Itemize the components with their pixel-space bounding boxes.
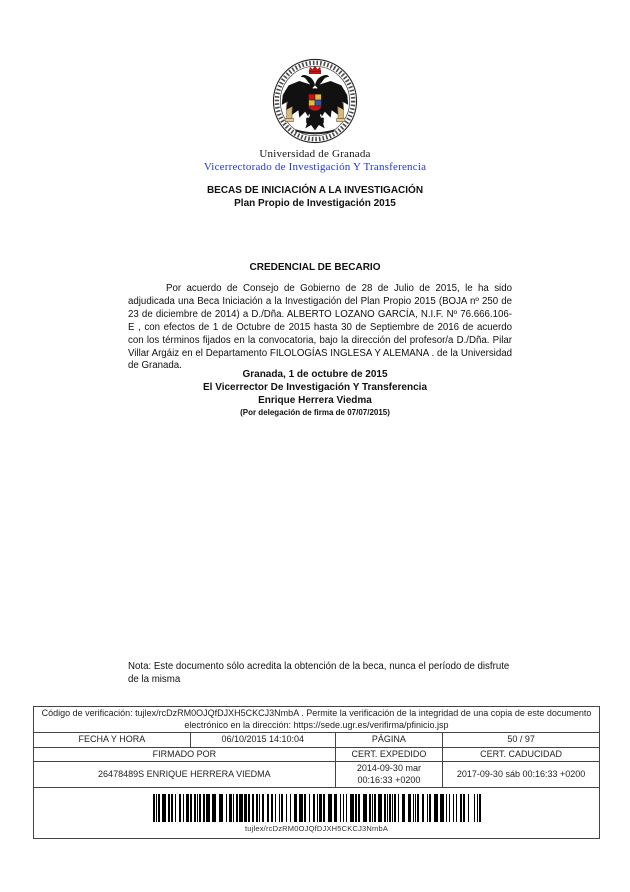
signer-title: El Vicerrector De Investigación Y Transferencia bbox=[203, 382, 427, 393]
verification-table bbox=[33, 706, 600, 839]
program-title: BECAS DE INICIACIÓN A LA INVESTIGACIÓN bbox=[206, 185, 424, 196]
value-firmado-por: 26478489S ENRIQUE HERRERA VIEDMA bbox=[34, 762, 336, 788]
signature-block bbox=[0, 368, 630, 419]
signer-name: Enrique Herrera Viedma bbox=[258, 395, 372, 406]
table-row bbox=[34, 762, 600, 788]
barcode-value: tujlex/rcDzRM0OJQfDJXH5CKCJ3NmbA bbox=[244, 824, 389, 833]
footnote: Nota: Este documento sólo acredita la obtención de la beca, nunca el período de disfrute de la misma bbox=[128, 661, 510, 685]
program-subtitle: Plan Propio de Investigación 2015 bbox=[234, 198, 396, 209]
signature-delegation-note: (Por delegación de firma de 07/07/2015) bbox=[240, 408, 390, 417]
label-fecha-hora: FECHA Y HORA bbox=[34, 733, 191, 748]
table-row bbox=[34, 788, 600, 839]
university-name: Universidad de Granada bbox=[259, 148, 371, 160]
barcode-icon bbox=[153, 794, 481, 822]
table-row bbox=[34, 747, 600, 762]
verification-code-line: Código de verificación: tujlex/rcDzRM0OJQfDJXH5CKCJ3NmbA . Permite la verificación de la integridad de una copia de este documento electrónico en la dirección: https://sede.ugr.es/verifirma/pfinicio.jsp bbox=[34, 707, 600, 733]
label-firmado-por: FIRMADO POR bbox=[34, 747, 336, 762]
value-cert-caducidad: 2017-09-30 sáb 00:16:33 +0200 bbox=[443, 762, 600, 788]
table-row bbox=[34, 733, 600, 748]
value-pagina: 50 / 97 bbox=[443, 733, 600, 748]
table-row bbox=[34, 707, 600, 733]
label-cert-caducidad: CERT. CADUCIDAD bbox=[443, 747, 600, 762]
barcode-cell bbox=[34, 788, 600, 839]
university-seal-logo bbox=[0, 58, 630, 146]
credential-body-paragraph: Por acuerdo de Consejo de Gobierno de 28 de Julio de 2015, le ha sido adjudicada una Beca Iniciación a la Investigación del Plan Propio 2015 (BOJA nº 250 de 23 de diciembre de 2014) a D./Dña. ALBERTO LOZANO GARCÍA, N.I.F. Nº 76.666.106-E , con efectos de 1 de Octubre de 2015 hasta 30 de Septiembre de 2016 de acuerdo con los términos fijados en la convocatoria, bajo la dirección del profesor/a D./Dña. Pilar Villar Argáiz en el Departamento FILOLOGÍAS INGLESA Y ALEMANA . de la Universidad de Granada. bbox=[128, 283, 512, 372]
vicerrectorado-name: Vicerrectorado de Investigación Y Transferencia bbox=[203, 161, 427, 173]
value-fecha-hora: 06/10/2015 14:10:04 bbox=[190, 733, 335, 748]
label-pagina: PÁGINA bbox=[335, 733, 443, 748]
label-cert-expedido: CERT. EXPEDIDO bbox=[335, 747, 443, 762]
value-cert-expedido: 2014-09-30 mar 00:16:33 +0200 bbox=[335, 762, 443, 788]
granada-eagle-seal-icon bbox=[266, 58, 364, 146]
signature-place-date: Granada, 1 de octubre de 2015 bbox=[242, 369, 388, 380]
document-title: CREDENCIAL DE BECARIO bbox=[249, 262, 381, 273]
